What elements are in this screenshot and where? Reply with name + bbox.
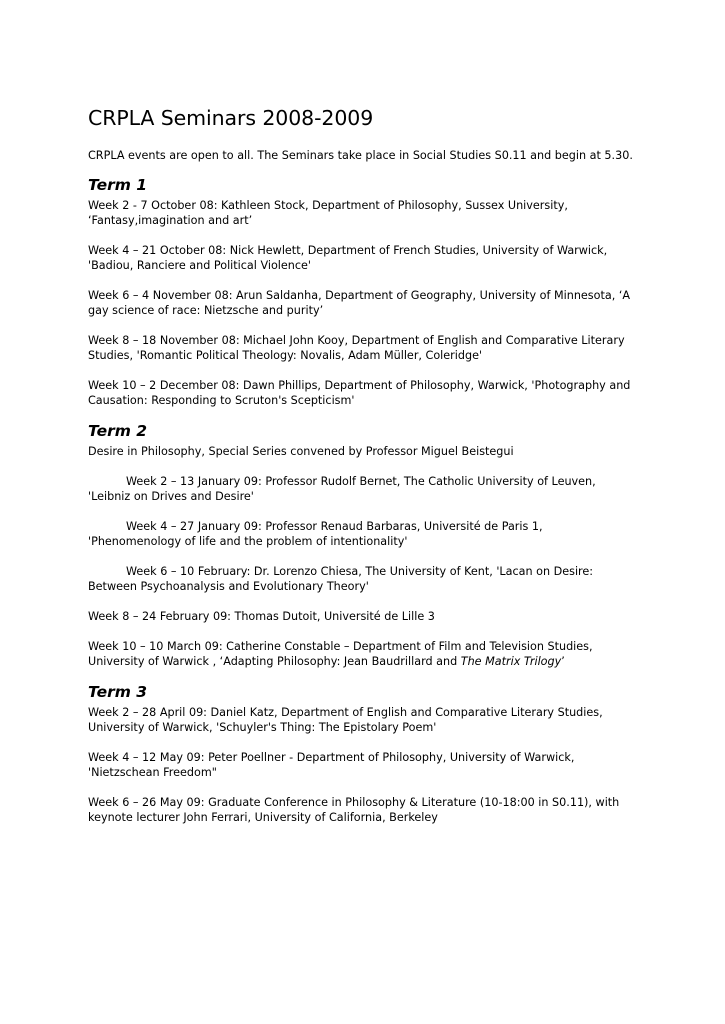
entry-line: Week 8 – 18 November 08: Michael John Kooy, Department of English and Comparative Literary xyxy=(88,334,625,347)
entry-line: Causation: Responding to Scruton's Scepticism' xyxy=(88,394,355,407)
entry-line: 'Badiou, Ranciere and Political Violence' xyxy=(88,259,312,272)
term3-section xyxy=(88,682,648,825)
list-item xyxy=(88,750,648,780)
entry-line: ‘Fantasy,imagination and art’ xyxy=(88,214,253,227)
entry-line: 'Leibniz on Drives and Desire' xyxy=(88,490,254,503)
list-item xyxy=(88,519,648,549)
entry-line: Week 2 – 28 April 09: Daniel Katz, Department of English and Comparative Literary Studies, xyxy=(88,706,603,719)
entry-line xyxy=(88,519,648,534)
entry-line: 'Phenomenology of life and the problem of intentionality' xyxy=(88,535,408,548)
entry-line: Week 6 – 4 November 08: Arun Saldanha, Department of Geography, University of Minnesota, ‘A xyxy=(88,289,631,302)
entry-line: keynote lecturer John Ferrari, University of California, Berkeley xyxy=(88,811,438,824)
term2-heading: Term 2 xyxy=(88,422,148,440)
list-item xyxy=(88,705,648,735)
list-item xyxy=(88,564,648,594)
list-item xyxy=(88,333,648,363)
intro-text: CRPLA events are open to all. The Seminars take place in Social Studies S0.11 and begin at 5.30. xyxy=(88,149,633,162)
list-item xyxy=(88,639,648,669)
list-item xyxy=(88,243,648,273)
term1-heading: Term 1 xyxy=(88,176,148,194)
entry-line: University of Warwick, 'Schuyler's Thing: The Epistolary Poem' xyxy=(88,721,437,734)
page-title: CRPLA Seminars 2008-2009 xyxy=(88,106,374,130)
entry-line: Week 10 – 10 March 09: Catherine Constable – Department of Film and Television Studies, xyxy=(88,640,593,653)
term2-section xyxy=(88,421,648,669)
entry-line: Week 4 – 21 October 08: Nick Hewlett, Department of French Studies, University of Warwick, xyxy=(88,244,608,257)
term2-subtitle: Desire in Philosophy, Special Series convened by Professor Miguel Beistegui xyxy=(88,445,514,458)
entry-text: Week 4 – 27 January 09: Professor Renaud Barbaras, Université de Paris 1, xyxy=(126,520,543,533)
entry-line: Week 8 – 24 February 09: Thomas Dutoit, Université de Lille 3 xyxy=(88,610,435,623)
term3-heading: Term 3 xyxy=(88,683,148,701)
entry-line xyxy=(88,474,648,489)
film-title: The Matrix Trilogy xyxy=(460,655,562,668)
list-item xyxy=(88,795,648,825)
list-item xyxy=(88,198,648,228)
entry-line: Week 2 - 7 October 08: Kathleen Stock, Department of Philosophy, Sussex University, xyxy=(88,199,568,212)
list-item xyxy=(88,378,648,408)
term1-section xyxy=(88,175,648,408)
entry-text: ’ xyxy=(561,655,565,668)
entry-line: Week 6 – 26 May 09: Graduate Conference in Philosophy & Literature (10-18:00 in S0.11), with xyxy=(88,796,620,809)
document-page xyxy=(88,104,648,825)
list-item xyxy=(88,288,648,318)
entry-line: Studies, 'Romantic Political Theology: Novalis, Adam Müller, Coleridge' xyxy=(88,349,483,362)
entry-line: Between Psychoanalysis and Evolutionary Theory' xyxy=(88,580,369,593)
list-item xyxy=(88,474,648,504)
entry-line: 'Nietzschean Freedom" xyxy=(88,766,217,779)
entry-line xyxy=(88,654,648,669)
entry-line: gay science of race: Nietzsche and purity’ xyxy=(88,304,324,317)
entry-text: Week 6 – 10 February: Dr. Lorenzo Chiesa, The University of Kent, 'Lacan on Desire: xyxy=(126,565,594,578)
entry-line: Week 4 – 12 May 09: Peter Poellner - Department of Philosophy, University of Warwick, xyxy=(88,751,575,764)
entry-text: University of Warwick , ‘Adapting Philosophy: Jean Baudrillard and xyxy=(88,655,461,668)
list-item xyxy=(88,609,648,624)
entry-line xyxy=(88,564,648,579)
entry-text: Week 2 – 13 January 09: Professor Rudolf Bernet, The Catholic University of Leuven, xyxy=(126,475,596,488)
entry-line: Week 10 – 2 December 08: Dawn Phillips, Department of Philosophy, Warwick, 'Photography and xyxy=(88,379,631,392)
